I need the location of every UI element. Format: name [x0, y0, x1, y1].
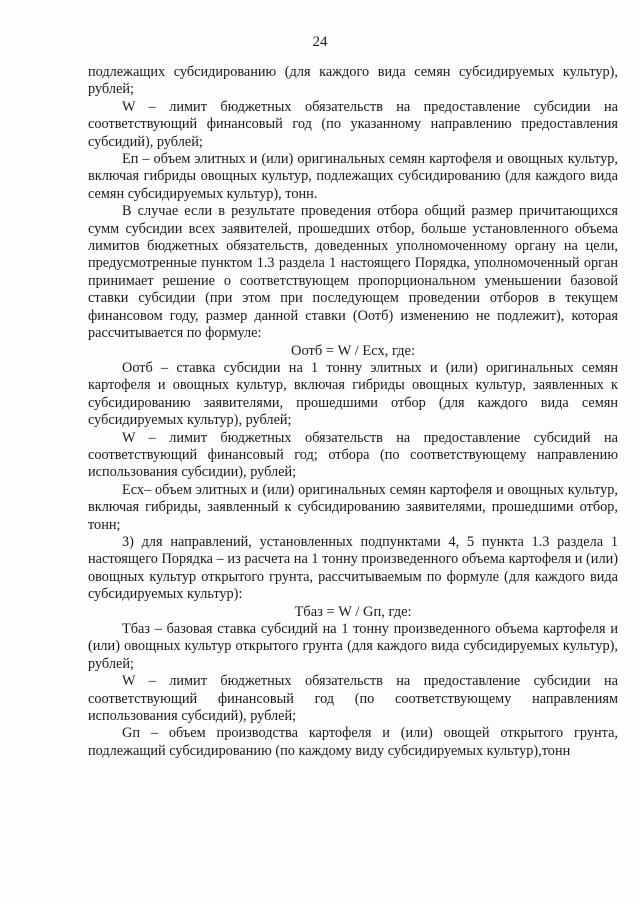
paragraph-w-definition: W – лимит бюджетных обязательств на предоставление субсидии на соответствующий финансовый год (по указанному направлению предоставления субсидий), рублей;: [88, 98, 618, 150]
paragraph-w-definition-2: W – лимит бюджетных обязательств на предоставление субсидий на соответствующий финансовый год; отбора (по соответствующему направлению использования субсидии), рублей;: [88, 429, 618, 481]
paragraph-item-3: 3) для направлений, установленных подпунктами 4, 5 пункта 1.3 раздела 1 настоящего Порядка – из расчета на 1 тонну произведенного объема картофеля и (или) овощных культур открытого грунта, рассчитываемым по формуле (для каждого вида субсидируемых культур):: [88, 533, 618, 603]
paragraph-gp-definition: Gп – объем производства картофеля и (или) овощей открытого грунта, подлежащий субсидированию (по каждому виду субсидируемых культур),тонн: [88, 725, 618, 759]
paragraph-continuation: подлежащих субсидированию (для каждого вида семян субсидируемых культур), рублей;: [88, 64, 618, 98]
page-number: 24: [312, 34, 328, 50]
paragraph-esx-definition: Есх– объем элитных и (или) оригинальных семян картофеля и овощных культур, включая гибриды, заявленный к субсидированию заявителями, прошедшими отбор, тонн;: [88, 481, 618, 533]
formula-tbaz: Тбаз = W / Gп, где:: [294, 603, 412, 620]
paragraph-w-definition-3: W – лимит бюджетных обязательств на предоставление субсидии на соответствующий финансовый год (по соответствующему направлениям использования субсидий), рублей;: [88, 673, 618, 725]
paragraph-tbaz-definition: Тбаз – базовая ставка субсидий на 1 тонну произведенного объема картофеля и (или) овощных культур открытого грунта (для каждого вида субсидируемых культур), рублей;: [88, 621, 618, 672]
document-body: [88, 64, 618, 760]
paragraph-ep-definition: Еп – объем элитных и (или) оригинальных семян картофеля и овощных культур, включая гибриды овощных культур, подлежащих субсидированию (для каждого вида семян субсидируемых культур), тонн.: [88, 151, 618, 202]
formula-ootb: Оотб = W / Есх, где:: [290, 342, 416, 359]
paragraph-reduction-rule: В случае если в результате проведения отбора общий размер причитающихся сумм субсидии всех заявителей, прошедших отбор, больше установленного объема лимитов бюджетных обязательств, доведенных уполномоченному органу на цели, предусмотренные пунктом 1.3 раздела 1 настоящего Порядка, уполномоченный орган принимает решение о соответствующем пропорциональном уменьшении базовой ставки субсидии (при этом при последующем проведении отборов в текущем финансовом году, размер данной ставки (Оотб) изменению не подлежит), которая рассчитывается по формуле:: [88, 203, 618, 342]
paragraph-ootb-definition: Оотб – ставка субсидии на 1 тонну элитных и (или) оригинальных семян картофеля и овощных культур, включая гибриды овощных культур, заявленных к субсидированию заявителями, прошедшими отбор (для каждого вида семян субсидируемых культур), рублей;: [88, 359, 618, 429]
